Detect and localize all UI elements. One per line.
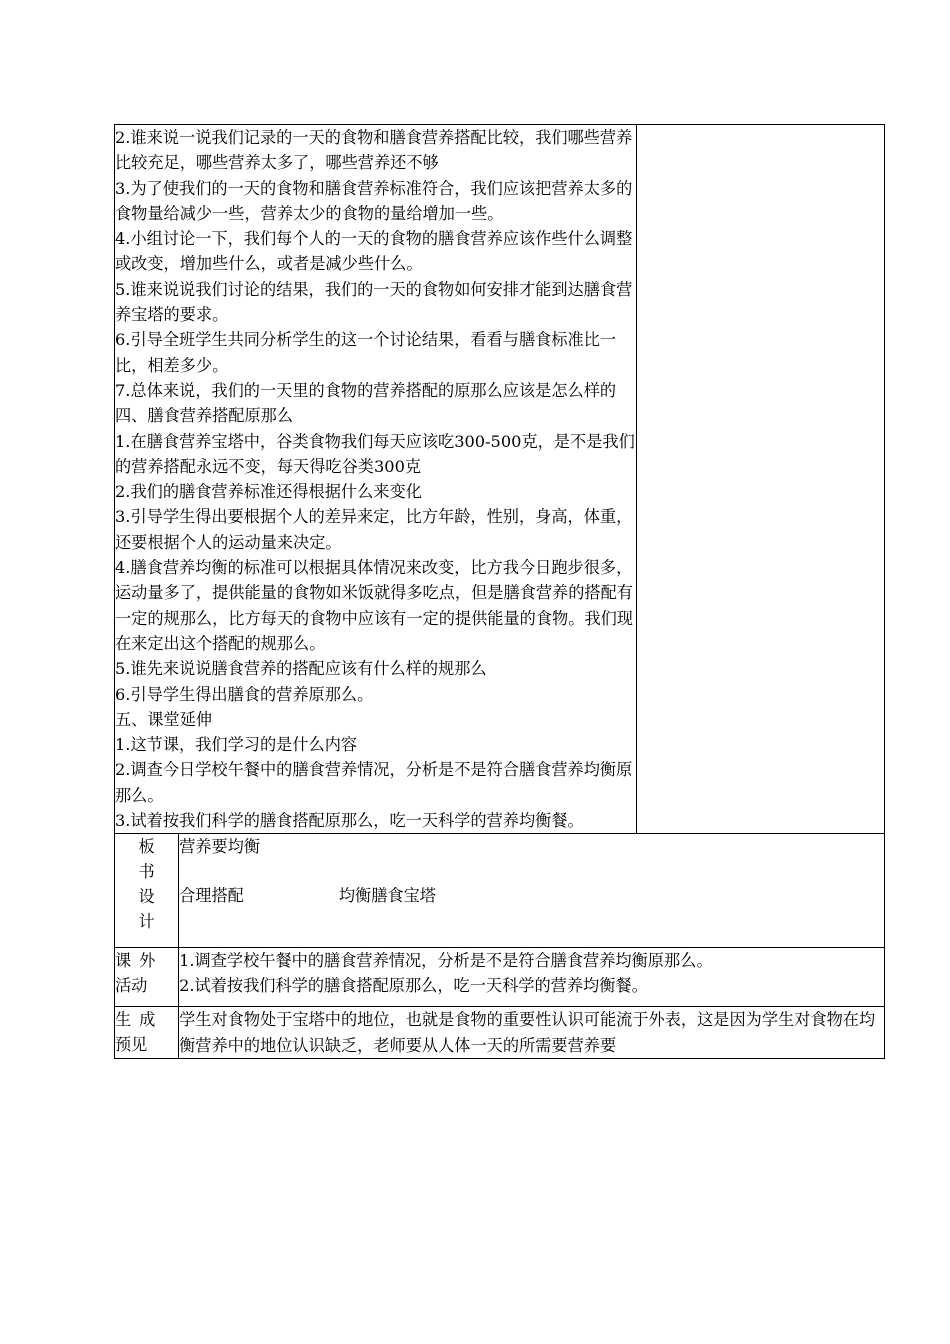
process-row — [115, 125, 885, 834]
process-line: 6.引导学生得出膳食的营养原那么。 — [115, 684, 374, 704]
process-line: 3.为了使我们的一天的食物和膳食营养标准符合，我们应该把营养太多的食物量给减少一些，营养太少的食物的量给增加一些。 — [115, 178, 633, 223]
activity-item: 1.调查学校午餐中的膳食营养情况，分析是不是符合膳食营养均衡原那么。 — [179, 951, 713, 971]
process-line: 2.谁来说一说我们记录的一天的食物和膳食营养搭配比较，我们哪些营养比较充足，哪些营养太多了，哪些营养还不够 — [115, 128, 633, 173]
process-line: 6.引导全班学生共同分析学生的这一个讨论结果，看看与膳食标准比一比，相差多少。 — [115, 330, 617, 375]
process-cell — [115, 125, 637, 834]
board-label-char: 设 — [138, 887, 155, 907]
activity-label-line2: 活动 — [115, 976, 148, 996]
process-line: 1.在膳食营养宝塔中，谷类食物我们每天应该吃300-500克，是不是我们的营养搭配永远不变，每天得吃谷类300克 — [115, 431, 635, 476]
process-line: 5.谁先来说说膳食营养的搭配应该有什么样的规那么 — [115, 659, 487, 679]
board-label-char: 计 — [138, 912, 155, 932]
preview-row — [115, 1007, 885, 1059]
process-line: 1.这节课，我们学习的是什么内容 — [115, 735, 358, 755]
process-line: 3.引导学生得出要根据个人的差异来定，比方年龄，性别，身高，体重，还要根据个人的运动量来决定。 — [115, 507, 633, 552]
board-label-char: 书 — [138, 862, 155, 882]
board-row — [179, 883, 884, 908]
board-design-label — [115, 834, 179, 948]
process-line: 3.试着按我们科学的膳食搭配原那么，吃一天科学的营养均衡餐。 — [115, 811, 584, 831]
notes-cell — [636, 125, 884, 834]
process-line: 2.我们的膳食营养标准还得根据什么来变化 — [115, 482, 422, 502]
process-line: 7.总体来说，我们的一天里的食物的营养搭配的原那么应该是怎么样的 — [115, 380, 617, 400]
preview-label — [115, 1007, 179, 1059]
preview-content: 学生对食物处于宝塔中的地位，也就是食物的重要性认识可能流于外表，这是因为学生对食物在均衡营养中的地位认识缺乏，老师要从人体一天的所需要营养要 — [179, 1007, 885, 1059]
board-left-item: 合理搭配 — [179, 886, 244, 906]
board-right-item: 均衡膳食宝塔 — [338, 886, 436, 906]
preview-label-line2: 预见 — [115, 1035, 148, 1055]
lesson-plan-table — [114, 124, 885, 1059]
process-line: 5.谁来说说我们讨论的结果，我们的一天的食物如何安排才能到达膳食营养宝塔的要求。 — [115, 279, 633, 325]
activity-content — [179, 948, 885, 1007]
activity-item: 2.试着按我们科学的膳食搭配原那么，吃一天科学的营养均衡餐。 — [179, 976, 648, 996]
process-line: 4.小组讨论一下，我们每个人的一天的食物的膳食营养应该作些什么调整或改变，增加些什么，或者是减少些什么。 — [115, 229, 633, 274]
activity-label-line1: 课外 — [115, 951, 164, 971]
activity-label — [115, 948, 179, 1007]
board-design-row — [115, 834, 885, 948]
section-heading: 五、课堂延伸 — [115, 709, 213, 729]
board-title: 营养要均衡 — [179, 837, 261, 857]
board-label-char: 板 — [138, 837, 155, 857]
section-heading: 四、膳食营养搭配原那么 — [115, 406, 294, 426]
process-line: 2.调查今日学校午餐中的膳食营养情况，分析是不是符合膳食营养均衡原那么。 — [115, 760, 633, 805]
activity-row — [115, 948, 885, 1007]
process-line: 4.膳食营养均衡的标准可以根据具体情况来改变，比方我今日跑步很多，运动量多了，提供能量的食物如米饭就得多吃点，但是膳食营养的搭配有一定的规那么，比方每天的食物中应该有一定的提供能量的食物。我们现在来定出这个搭配的规那么。 — [115, 558, 633, 653]
board-design-content — [179, 834, 885, 948]
preview-label-line1: 生成 — [115, 1010, 164, 1030]
